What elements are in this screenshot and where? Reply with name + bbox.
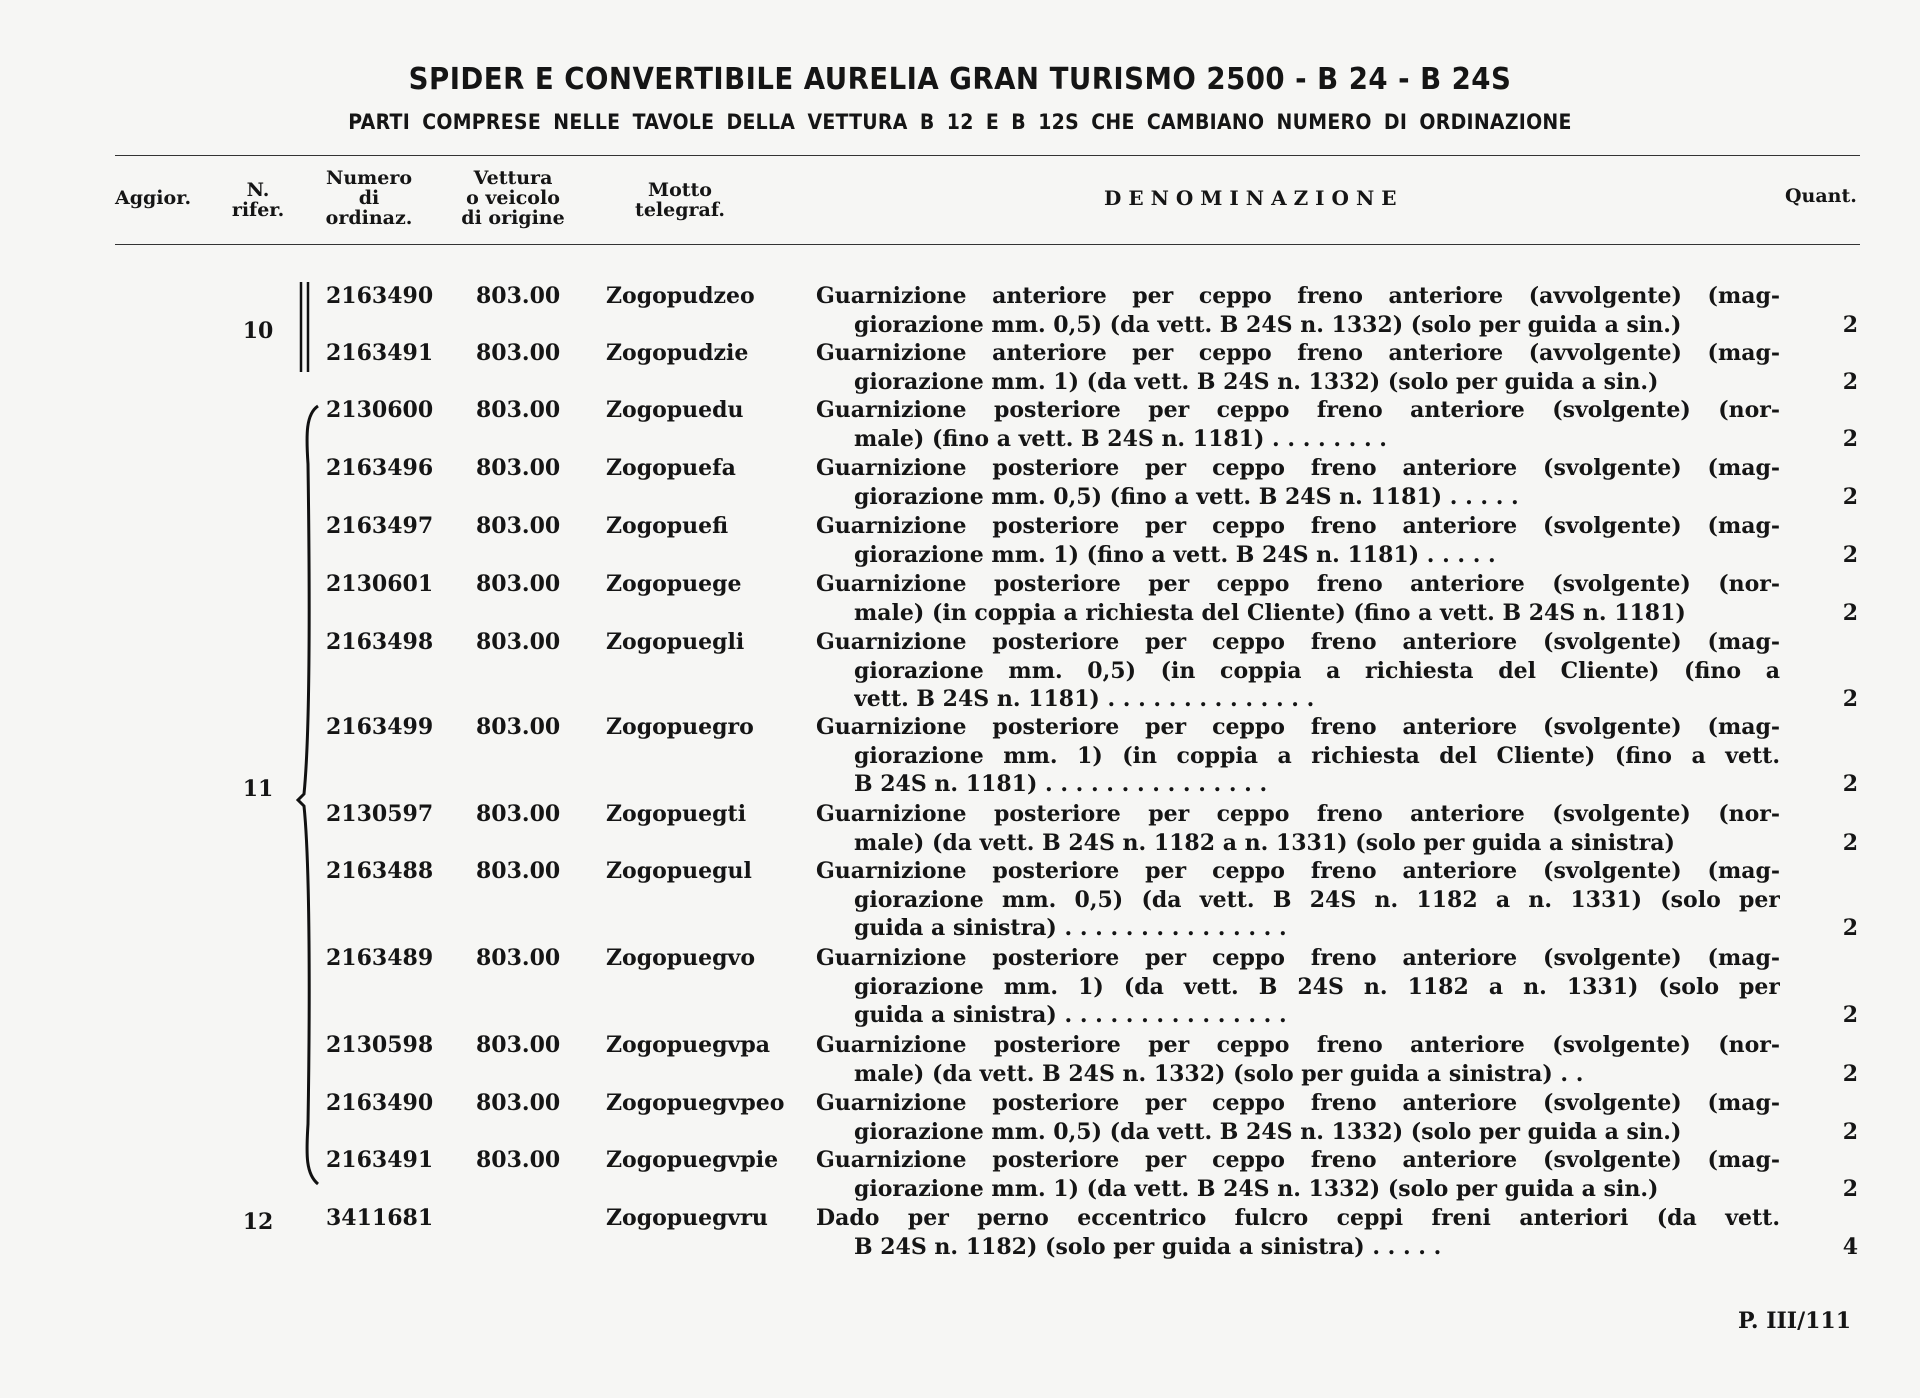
vehicle-origin: 803.00 [476,340,561,366]
description-line: guida a sinistra) . . . . . . . . . . . . . . . [854,915,1287,941]
header-quant: Quant. [1785,185,1857,207]
description-line: giorazione mm. 0,5) (fino a vett. B 24S n. 1181) . . . . . [854,483,1519,510]
description-line: Guarnizione posteriore per ceppo freno anteriore (svolgente) (mag- [816,513,1780,539]
description [816,396,1780,453]
description-line: giorazione mm. 0,5) (da vett. B 24S n. 1332) (solo per guida a sin.) [854,311,1682,338]
description-line: giorazione mm. 1) (da vett. B 24S n. 1332) (solo per guida a sin.) [854,368,1659,395]
telegraph-code: Zogopuedu [606,397,744,423]
description-line: giorazione mm. 0,5) (in coppia a richiesta del Cliente) (fino a [854,657,1780,684]
description-line: male) (da vett. B 24S n. 1182 a n. 1331) (solo per guida a sinistra) [854,829,1675,856]
group-ref-12: 12 [242,1209,274,1235]
header-rule-top [115,155,1860,156]
description-line: male) (fino a vett. B 24S n. 1181) . . . . . . . . [854,425,1387,452]
page-number: P. III/111 [1738,1308,1852,1334]
telegraph-code: Zogopuegvru [606,1205,768,1231]
description-line: giorazione mm. 1) (fino a vett. B 24S n. 1181) . . . . . [854,541,1496,568]
quantity: 2 [1842,541,1858,568]
telegraph-code: Zogopuegul [606,858,752,884]
telegraph-code: Zogopuegvpie [606,1147,779,1173]
part-number: 2163499 [326,714,434,740]
description [816,1146,1780,1203]
description [816,800,1780,857]
header-motto: Motto telegraf. [635,179,725,221]
vehicle-origin: 803.00 [476,571,561,597]
description-line: giorazione mm. 0,5) (da vett. B 24S n. 1332) (solo per guida a sin.) [854,1118,1682,1145]
quantity: 2 [1842,915,1858,941]
description-line: Guarnizione posteriore per ceppo freno anteriore (svolgente) (mag- [816,714,1780,740]
description-line: Guarnizione posteriore per ceppo freno anteriore (svolgente) (nor- [816,1032,1780,1058]
vehicle-origin: 803.00 [476,945,561,971]
description-line: B 24S n. 1182) (solo per guida a sinistra) . . . . . [854,1233,1442,1260]
description-line: guida a sinistra) . . . . . . . . . . . . . . . [854,1002,1287,1028]
quantity: 2 [1842,829,1858,856]
vehicle-origin: 803.00 [476,629,561,655]
group-ref-10: 10 [242,318,274,344]
description-line: giorazione mm. 1) (da vett. B 24S n. 1332) (solo per guida a sin.) [854,1175,1659,1202]
description [816,1089,1780,1146]
description [816,1204,1780,1261]
description-line: Guarnizione posteriore per ceppo freno anteriore (svolgente) (mag- [816,1147,1780,1173]
quantity: 2 [1842,483,1858,510]
part-number: 2163491 [326,340,434,366]
description-line: Dado per perno eccentrico fulcro ceppi freni anteriori (da vett. [816,1205,1780,1231]
part-number: 2163497 [326,513,434,539]
quantity: 2 [1842,1175,1858,1202]
quantity: 2 [1842,1060,1858,1087]
vehicle-origin: 803.00 [476,455,561,481]
quantity: 2 [1842,1118,1858,1145]
quantity: 2 [1842,599,1858,626]
description-line: giorazione mm. 1) (da vett. B 24S n. 1182 a n. 1331) (solo per [854,973,1780,1000]
header-aggior: Aggior. [115,187,192,209]
part-number: 2130600 [326,397,434,423]
part-number: 2163491 [326,1147,434,1173]
vehicle-origin: 803.00 [476,397,561,423]
quantity: 2 [1842,425,1858,452]
vehicle-origin: 803.00 [476,1032,561,1058]
description-line: Guarnizione posteriore per ceppo freno anteriore (svolgente) (mag- [816,858,1780,884]
quantity: 2 [1842,368,1858,395]
vehicle-origin: 803.00 [476,1090,561,1116]
telegraph-code: Zogopuegvpeo [606,1090,785,1116]
telegraph-code: Zogopudzie [606,340,749,366]
telegraph-code: Zogopudzeo [606,283,755,309]
description-line: giorazione mm. 1) (in coppia a richiesta del Cliente) (fino a vett. [854,742,1780,769]
quantity: 2 [1842,771,1858,797]
telegraph-code: Zogopuegti [606,801,747,827]
description [816,944,1780,1030]
vehicle-origin: 803.00 [476,1147,561,1173]
description-line: Guarnizione posteriore per ceppo freno anteriore (svolgente) (mag- [816,945,1780,971]
vehicle-origin: 803.00 [476,714,561,740]
description-line: Guarnizione posteriore per ceppo freno anteriore (svolgente) (nor- [816,397,1780,423]
part-number: 2163490 [326,283,434,309]
header-nrif: N. rifer. [231,179,285,221]
telegraph-code: Zogopuefi [606,513,729,539]
vehicle-origin: 803.00 [476,858,561,884]
telegraph-code: Zogopuegvpa [606,1032,770,1058]
telegraph-code: Zogopuegro [606,714,754,740]
description [816,1031,1780,1088]
part-number: 2130601 [326,571,434,597]
description-line: Guarnizione posteriore per ceppo freno anteriore (svolgente) (mag- [816,455,1780,481]
vehicle-origin: 803.00 [476,801,561,827]
description [816,512,1780,569]
part-number: 3411681 [326,1205,434,1231]
part-number: 2130597 [326,801,434,827]
description-line: Guarnizione anteriore per ceppo freno anteriore (avvolgente) (mag- [816,283,1780,309]
description [816,339,1780,396]
group-ref-11: 11 [242,776,274,802]
description [816,857,1780,943]
description-line: Guarnizione anteriore per ceppo freno anteriore (avvolgente) (mag- [816,340,1780,366]
description-line: giorazione mm. 0,5) (da vett. B 24S n. 1182 a n. 1331) (solo per [854,886,1780,913]
telegraph-code: Zogopuege [606,571,742,597]
description [816,454,1780,511]
part-number: 2163488 [326,858,434,884]
quantity: 4 [1842,1233,1858,1260]
description-line: male) (da vett. B 24S n. 1332) (solo per guida a sinistra) . . [854,1060,1584,1087]
vehicle-origin: 803.00 [476,283,561,309]
group-11-brace [296,404,326,1186]
page-subtitle: PARTI COMPRESE NELLE TAVOLE DELLA VETTURA B 12 E B 12S CHE CAMBIANO NUMERO DI ORDINAZIONE [348,110,1572,134]
quantity: 2 [1842,1002,1858,1028]
group-10-bracket [296,280,320,376]
description [816,282,1780,339]
part-number: 2163490 [326,1090,434,1116]
telegraph-code: Zogopuegli [606,629,745,655]
description-line: B 24S n. 1181) . . . . . . . . . . . . . . . [854,771,1268,797]
page-title: SPIDER E CONVERTIBILE AURELIA GRAN TURISMO 2500 - B 24 - B 24S [408,62,1512,97]
part-number: 2163498 [326,629,434,655]
description [816,570,1780,627]
header-vettura: Vettura o veicolo di origine [461,167,565,229]
vehicle-origin: 803.00 [476,513,561,539]
part-number: 2130598 [326,1032,434,1058]
description-line: Guarnizione posteriore per ceppo freno anteriore (svolgente) (nor- [816,571,1780,597]
description-line: Guarnizione posteriore per ceppo freno anteriore (svolgente) (mag- [816,629,1780,655]
description [816,628,1780,714]
quantity: 2 [1842,686,1858,712]
quantity: 2 [1842,311,1858,338]
description-line: Guarnizione posteriore per ceppo freno anteriore (svolgente) (nor- [816,801,1780,827]
part-number: 2163489 [326,945,434,971]
description-line: Guarnizione posteriore per ceppo freno anteriore (svolgente) (mag- [816,1090,1780,1116]
telegraph-code: Zogopuegvo [606,945,756,971]
telegraph-code: Zogopuefa [606,455,736,481]
part-number: 2163496 [326,455,434,481]
description-line: male) (in coppia a richiesta del Cliente) (fino a vett. B 24S n. 1181) [854,599,1686,626]
description-line: vett. B 24S n. 1181) . . . . . . . . . . . . . . [854,686,1315,712]
header-numero: Numero di ordinaz. [325,167,413,229]
description [816,713,1780,799]
header-rule-bottom [115,244,1860,245]
header-denominazione: DENOMINAZIONE [1104,186,1404,210]
